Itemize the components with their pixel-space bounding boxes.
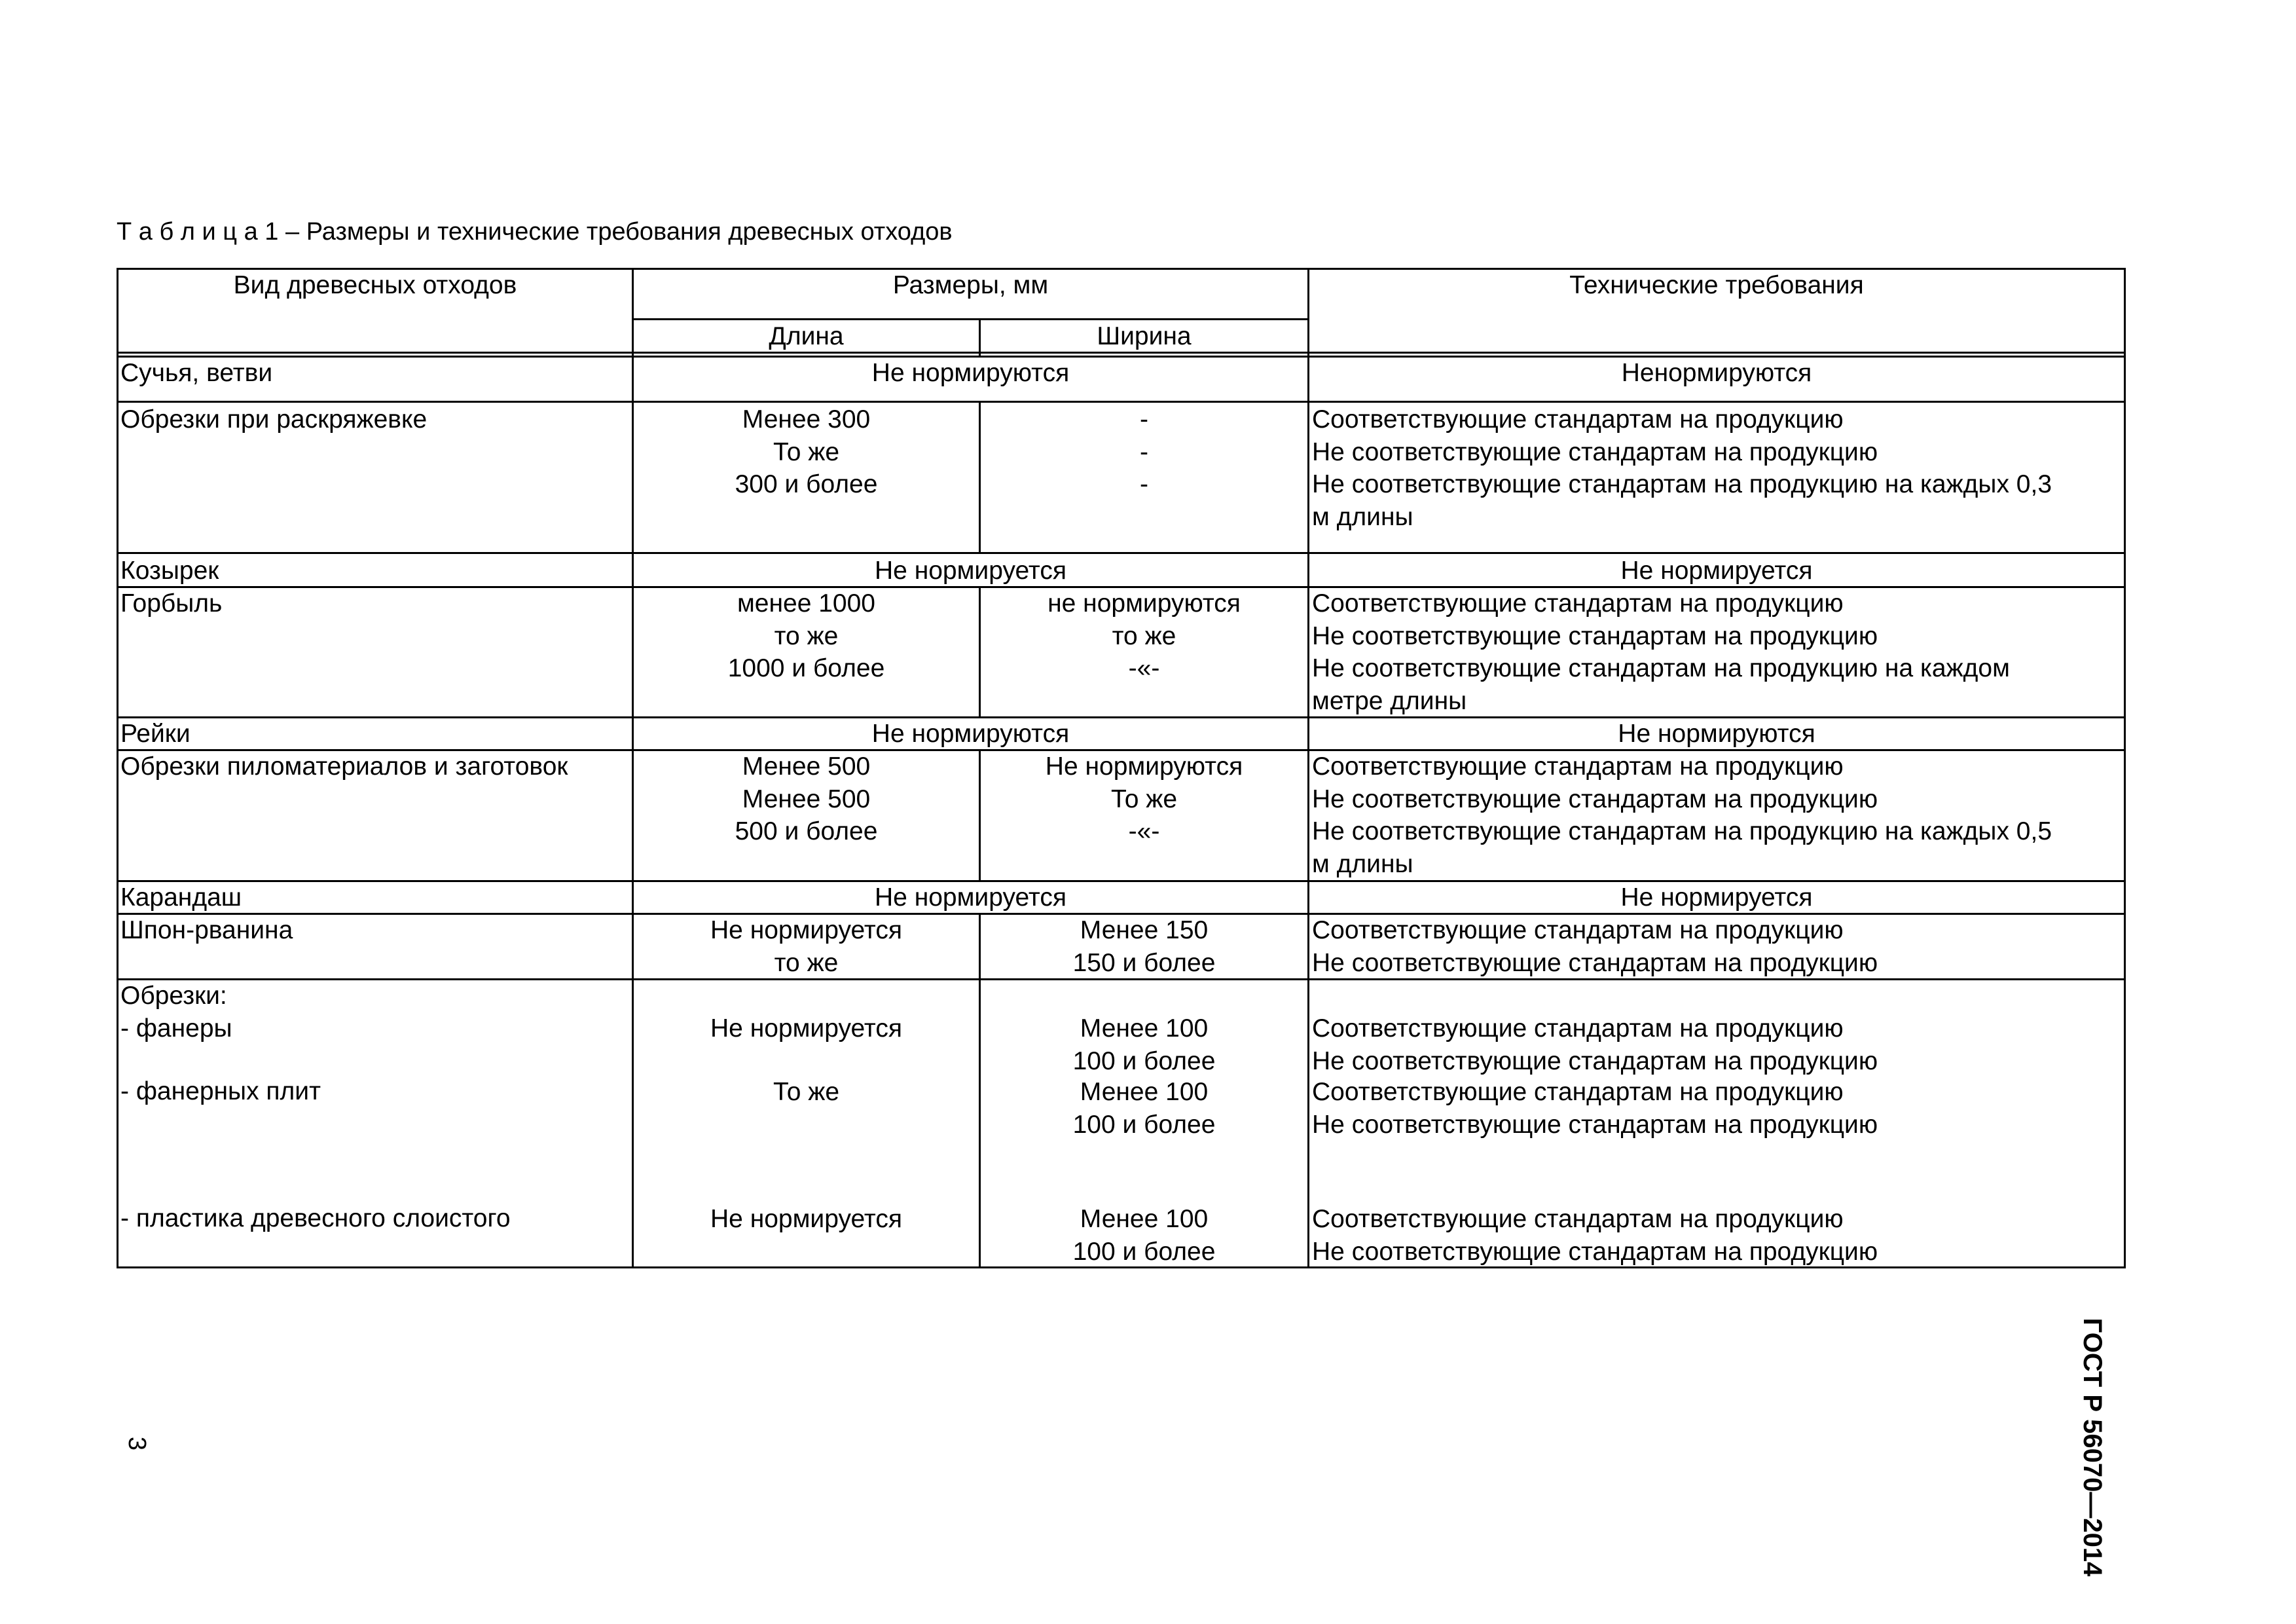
value-line: 500 и более — [735, 817, 878, 845]
header-kind: Вид древесных отходов — [233, 271, 517, 299]
table-caption: Т а б л и ц а 1 – Размеры и технические требования древесных отходов — [117, 218, 953, 246]
row-kozyrek-kind: Козырек — [120, 557, 219, 585]
value-line: -«- — [1128, 654, 1160, 682]
row-shpon-width — [981, 914, 1307, 979]
value-line: Менее 500 — [742, 784, 871, 813]
tech-line: метре длины — [1312, 686, 1467, 715]
rule-row — [117, 401, 2126, 403]
row-suchya-kind: Сучья, ветви — [120, 359, 273, 387]
tech-line: Не соответствующие стандартам на продукцию на каждых 0,3 — [1312, 470, 2052, 498]
row-raskr-tech — [1309, 403, 2052, 533]
value-line: 100 и более — [1072, 1046, 1216, 1075]
value-line: не нормируются — [1048, 589, 1241, 618]
row-fanera-width — [981, 1012, 1307, 1077]
row-shpon-tech — [1309, 914, 1878, 979]
header-sizes: Размеры, мм — [892, 271, 1049, 299]
tech-line: Не соответствующие стандартам на продукцию — [1312, 621, 1878, 650]
tech-line: Не соответствующие стандартам на продукцию — [1312, 784, 1878, 813]
value-line: То же — [773, 437, 840, 466]
tech-line: Не соответствующие стандартам на продукцию — [1312, 1046, 1878, 1075]
tech-line: Не соответствующие стандартам на продукцию на каждых 0,5 — [1312, 817, 2052, 845]
rule-row — [117, 552, 2126, 554]
value-line: 300 и более — [735, 470, 878, 498]
row-karandash-sizes: Не нормируется — [875, 883, 1066, 912]
row-fanera-length: Не нормируется — [710, 1014, 902, 1043]
row-kozyrek-sizes: Не нормируется — [875, 557, 1066, 585]
row-raskr-length — [634, 403, 979, 501]
row-pilo-length — [634, 750, 979, 848]
value-line: то же — [1112, 621, 1176, 650]
row-fanera-tech — [1309, 1012, 1878, 1077]
row-plity-kind: - фанерных плит — [120, 1077, 321, 1105]
tech-line: Соответствующие стандартам на продукцию — [1312, 405, 1844, 434]
value-line: Менее 100 — [1080, 1078, 1209, 1106]
row-gorbyl-length — [634, 587, 979, 685]
value-line: менее 1000 — [737, 589, 875, 618]
tech-line: Не соответствующие стандартам на продукцию — [1312, 1237, 1878, 1266]
row-plity-tech — [1309, 1076, 1878, 1141]
tech-line: м длины — [1312, 502, 1413, 531]
row-plastik-tech — [1309, 1203, 1878, 1268]
tech-line: м длины — [1312, 849, 1413, 878]
row-pilo-kind: Обрезки пиломатериалов и заготовок — [120, 752, 568, 781]
value-line: 100 и более — [1072, 1110, 1216, 1139]
tech-line: Соответствующие стандартам на продукцию — [1312, 1078, 1844, 1106]
row-pilo-tech — [1309, 750, 2052, 880]
tech-line: Не соответствующие стандартам на продукцию — [1312, 948, 1878, 977]
row-gorbyl-kind: Горбыль — [120, 589, 223, 618]
row-gorbyl-width — [981, 587, 1307, 685]
value-line: Не нормируется — [710, 916, 902, 944]
row-obrezki-kind: Обрезки: — [120, 982, 227, 1010]
row-kozyrek-tech: Не нормируется — [1620, 557, 1813, 585]
row-raskr-width — [981, 403, 1307, 501]
value-line: 100 и более — [1072, 1237, 1216, 1266]
tech-line: Соответствующие стандартам на продукцию — [1312, 589, 1844, 618]
value-line: то же — [774, 621, 839, 650]
value-line: Менее 150 — [1080, 916, 1209, 944]
value-line: - — [1140, 470, 1148, 498]
value-line: Менее 300 — [742, 405, 871, 434]
row-reiki-kind: Рейки — [120, 720, 191, 748]
value-line: - — [1140, 405, 1148, 434]
page-number: 3 — [123, 1436, 151, 1451]
value-line: -«- — [1128, 817, 1160, 845]
row-plastik-kind: - пластика древесного слоистого — [120, 1204, 511, 1232]
tech-line: Соответствующие стандартам на продукцию — [1312, 1205, 1844, 1233]
tech-line: Соответствующие стандартам на продукцию — [1312, 752, 1844, 781]
tech-line: Соответствующие стандартам на продукцию — [1312, 916, 1844, 944]
row-raskr-kind: Обрезки при раскряжевке — [120, 405, 428, 434]
row-shpon-length — [634, 914, 979, 979]
header-tech: Технические требования — [1569, 271, 1864, 299]
value-line: То же — [1110, 784, 1178, 813]
tech-line: Не соответствующие стандартам на продукцию — [1312, 437, 1878, 466]
value-line: 1000 и более — [727, 654, 885, 682]
row-shpon-kind: Шпон-рванина — [120, 916, 293, 944]
tech-line: Не соответствующие стандартам на продукцию на каждом — [1312, 654, 2010, 682]
header-length: Длина — [769, 322, 844, 350]
row-plastik-width — [981, 1203, 1307, 1268]
value-line: Не нормируются — [1045, 752, 1243, 781]
row-pilo-width — [981, 750, 1307, 848]
row-gorbyl-tech — [1309, 587, 2010, 717]
row-reiki-tech: Не нормируются — [1618, 720, 1815, 748]
row-reiki-sizes: Не нормируются — [871, 720, 1070, 748]
tech-line: Соответствующие стандартам на продукцию — [1312, 1014, 1844, 1043]
row-karandash-tech: Не нормируется — [1620, 883, 1813, 912]
value-line: - — [1140, 437, 1148, 466]
value-line: то же — [774, 948, 839, 977]
header-width: Ширина — [1097, 322, 1192, 350]
tech-line: Не соответствующие стандартам на продукцию — [1312, 1110, 1878, 1139]
value-line: Менее 100 — [1080, 1014, 1209, 1043]
value-line: Менее 500 — [742, 752, 871, 781]
value-line: Менее 100 — [1080, 1205, 1209, 1233]
row-fanera-kind: - фанеры — [120, 1014, 232, 1043]
row-plastik-length: Не нормируется — [710, 1205, 902, 1233]
row-suchya-sizes: Не нормируются — [871, 359, 1070, 387]
row-karandash-kind: Карандаш — [120, 883, 242, 912]
row-suchya-tech: Ненормируются — [1621, 359, 1812, 387]
row-plity-width — [981, 1076, 1307, 1141]
row-plity-length: То же — [773, 1078, 840, 1106]
value-line: 150 и более — [1072, 948, 1216, 977]
document-id: ГОСТ Р 56070—2014 — [2078, 1318, 2107, 1577]
